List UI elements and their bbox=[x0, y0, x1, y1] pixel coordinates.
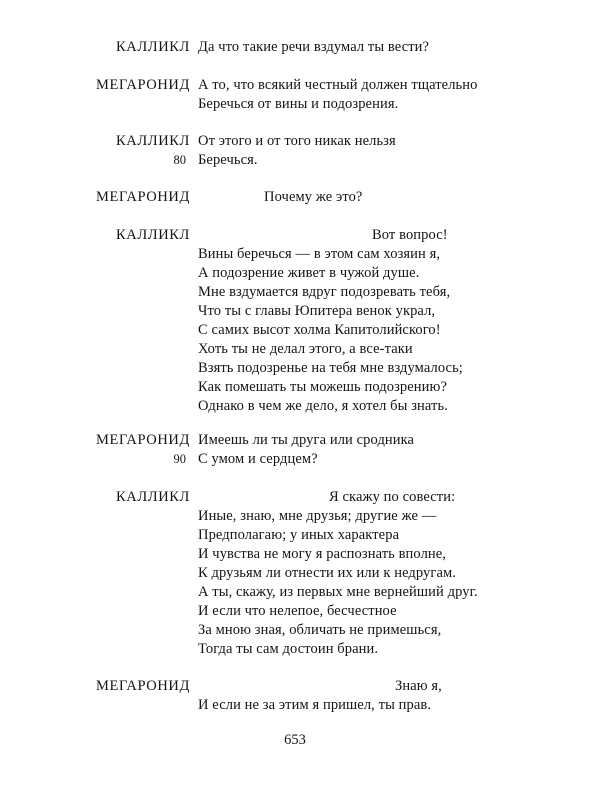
verse-line: И чувства не могу я распознать вполне, bbox=[198, 546, 447, 562]
verse-line: К друзьям ли отнести их или к недругам. bbox=[198, 565, 456, 581]
speaker-name: КАЛЛИКЛ bbox=[116, 227, 190, 243]
speech-lines bbox=[198, 431, 414, 469]
speech-lines bbox=[198, 188, 362, 207]
verse-line: Беречься. bbox=[198, 152, 258, 168]
line-number: 80 bbox=[173, 153, 186, 167]
speech-lines bbox=[198, 488, 478, 659]
verse-line: А подозрение живет в чужой душе. bbox=[198, 265, 420, 281]
page-number: 653 bbox=[284, 732, 306, 748]
speaker-name: КАЛЛИКЛ bbox=[116, 133, 190, 149]
speech-lines bbox=[198, 677, 442, 715]
verse-line: Имеешь ли ты друга или сродника bbox=[198, 432, 415, 448]
verse-line: И если что нелепое, бесчестное bbox=[198, 603, 397, 619]
verse-line: Хоть ты не делал этого, а все-таки bbox=[198, 341, 413, 357]
speech-lines bbox=[198, 226, 463, 416]
verse-line: Взять подозренье на тебя мне вздумалось; bbox=[198, 360, 463, 376]
verse-line: За мною зная, обличать не примешься, bbox=[198, 622, 442, 638]
verse-line: Как помешать ты можешь подозрению? bbox=[198, 379, 447, 395]
speech-lines bbox=[198, 132, 396, 170]
verse-line: И если не за этим я пришел, ты прав. bbox=[198, 697, 432, 713]
verse-line: А ты, скажу, из первых мне вернейший друг. bbox=[198, 584, 478, 600]
speaker-name: МЕГАРОНИД bbox=[96, 77, 190, 93]
verse-line: С умом и сердцем? bbox=[198, 451, 318, 467]
verse-line: С самих высот холма Капитолийского! bbox=[198, 322, 441, 338]
verse-line: Вины беречься — в этом сам хозяин я, bbox=[198, 246, 441, 262]
verse-line: Беречься от вины и подозрения. bbox=[198, 96, 399, 112]
speaker-name: МЕГАРОНИД bbox=[96, 432, 190, 448]
speech-lines bbox=[198, 38, 429, 57]
speech-lines bbox=[198, 76, 477, 114]
verse-line: Тогда ты сам достоин брани. bbox=[198, 641, 379, 657]
verse-line: Вот вопрос! bbox=[372, 227, 448, 243]
verse-line: Иные, знаю, мне друзья; другие же — bbox=[198, 508, 437, 524]
verse-line: От этого и от того никак нельзя bbox=[198, 133, 396, 149]
speaker-name: КАЛЛИКЛ bbox=[116, 39, 190, 55]
verse-line: Предполагаю; у иных характера bbox=[198, 527, 400, 543]
verse-line: А то, что всякий честный должен тщательно bbox=[198, 77, 478, 93]
speaker-name: МЕГАРОНИД bbox=[96, 678, 190, 694]
verse-line: Мне вздумается вдруг подозревать тебя, bbox=[198, 284, 451, 300]
verse-line: Однако в чем же дело, я хотел бы знать. bbox=[198, 398, 448, 414]
verse-line: Что ты с главы Юпитера венок украл, bbox=[198, 303, 436, 319]
verse-line: Знаю я, bbox=[395, 678, 442, 694]
line-number: 90 bbox=[173, 452, 186, 466]
verse-line: Почему же это? bbox=[264, 189, 363, 205]
speaker-name: КАЛЛИКЛ bbox=[116, 489, 190, 505]
verse-line: Да что такие речи вздумал ты вести? bbox=[198, 39, 430, 55]
speaker-name: МЕГАРОНИД bbox=[96, 189, 190, 205]
verse-line: Я скажу по совести: bbox=[329, 489, 456, 505]
